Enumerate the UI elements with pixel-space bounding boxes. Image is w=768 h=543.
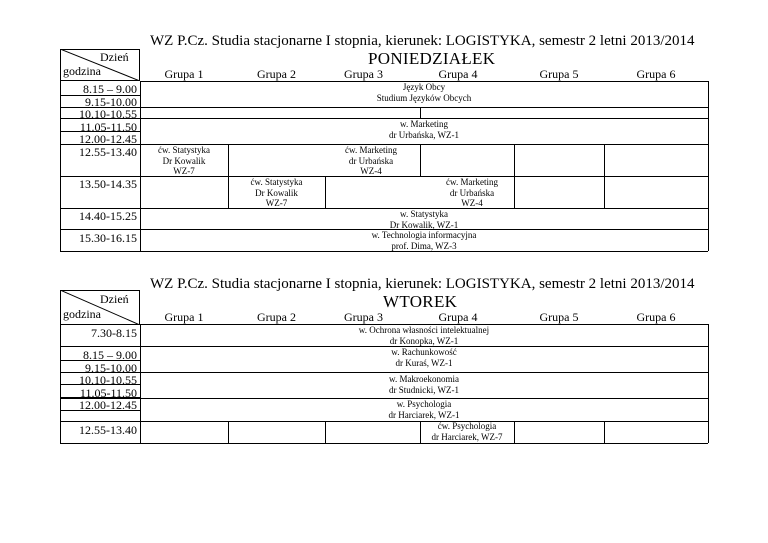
monday-title-line: WZ P.Cz. Studia stacjonarne I stopnia, kierunek: LOGISTYKA, semestr 2 letni 2013/2014 bbox=[150, 33, 695, 49]
time-label: 9.15-10.00 bbox=[85, 360, 137, 375]
tuesday-header-grupa-3: Grupa 3 bbox=[344, 310, 383, 324]
time-label: 11.05-11.50 bbox=[79, 385, 137, 400]
monday-header-grupa-4: Grupa 4 bbox=[438, 67, 478, 81]
tuesday-header-grupa-5: Grupa 5 bbox=[539, 310, 579, 324]
monday-corner-day-label: Dzień bbox=[100, 50, 129, 64]
monday-class-statistics-lecture: w. Statystyka Dr Kowalik, WZ-1 bbox=[389, 209, 459, 230]
tuesday-class-psychology-exercise: ćw. Psychologia dr Harciarek, WZ-7 bbox=[431, 421, 503, 442]
monday-class-statistics-exercise-g1: ćw. Statystyka Dr Kowalik WZ-7 bbox=[158, 145, 210, 176]
monday-header-grupa-3: Grupa 3 bbox=[344, 67, 383, 81]
tuesday-class-accounting-lecture: w. Rachunkowość dr Kuraś, WZ-1 bbox=[391, 347, 457, 368]
tuesday-title-line: WZ P.Cz. Studia stacjonarne I stopnia, kierunek: LOGISTYKA, semestr 2 letni 2013/2014 bbox=[150, 276, 695, 292]
tuesday-day-name: WTOREK bbox=[383, 292, 458, 311]
time-label: 15.30-16.15 bbox=[79, 231, 137, 245]
time-label: 8.15 – 9.00 bbox=[83, 82, 137, 96]
time-label: 12.55-13.40 bbox=[79, 144, 137, 159]
tuesday-class-macroeconomics-lecture: w. Makroekonomia dr Studnicki, WZ-1 bbox=[388, 374, 460, 395]
time-label: 11.05-11.50 bbox=[79, 119, 137, 134]
tuesday-header-grupa-4: Grupa 4 bbox=[438, 310, 478, 324]
time-label: 12.00-12.45 bbox=[79, 132, 137, 146]
monday-header-grupa-6: Grupa 6 bbox=[636, 67, 676, 81]
monday-class-marketing-lecture: w. Marketing dr Urbańska, WZ-1 bbox=[388, 119, 460, 140]
monday-class-foreign-language: Język Obcy Studium Języków Obcych bbox=[376, 82, 472, 103]
tuesday-corner-hour-label: godzina bbox=[63, 307, 101, 321]
monday-class-it-lecture: w. Technologia informacyjna prof. Dima, WZ-3 bbox=[371, 230, 477, 251]
tuesday-corner-day-label: Dzień bbox=[100, 292, 129, 306]
time-label: 12.00-12.45 bbox=[79, 398, 137, 412]
monday-header-grupa-1: Grupa 1 bbox=[164, 67, 204, 81]
time-label: 9.15-10.00 bbox=[85, 94, 137, 109]
time-label: 8.15 – 9.00 bbox=[83, 348, 137, 362]
tuesday-class-ip-lecture: w. Ochrona własności intelektualnej dr Konopka, WZ-1 bbox=[358, 325, 490, 346]
monday-class-marketing-exercise-g4: ćw. Marketing dr Urbańska WZ-4 bbox=[446, 177, 498, 208]
tuesday-header-grupa-2: Grupa 2 bbox=[257, 310, 296, 324]
monday-day-name: PONIEDZIAŁEK bbox=[368, 49, 496, 68]
monday-corner-hour-label: godzina bbox=[63, 64, 101, 78]
monday-header-grupa-2: Grupa 2 bbox=[257, 67, 296, 81]
time-label: 10.10-10.55 bbox=[79, 107, 137, 121]
time-label: 13.50-14.35 bbox=[79, 177, 137, 191]
time-label: 14.40-15.25 bbox=[79, 209, 137, 223]
tuesday-header-grupa-6: Grupa 6 bbox=[636, 310, 676, 324]
tuesday-header-grupa-1: Grupa 1 bbox=[164, 310, 204, 324]
monday-class-statistics-exercise-g2: ćw. Statystyka Dr Kowalik WZ-7 bbox=[250, 177, 303, 208]
monday-header-grupa-5: Grupa 5 bbox=[539, 67, 579, 81]
time-label: 10.10-10.55 bbox=[79, 373, 137, 387]
tuesday-class-psychology-lecture: w. Psychologia dr Harciarek, WZ-1 bbox=[388, 399, 460, 420]
time-label: 12.55-13.40 bbox=[79, 423, 137, 437]
monday-class-marketing-exercise-g3: ćw. Marketing dr Urbańska WZ-4 bbox=[345, 145, 397, 176]
time-label: 7.30-8.15 bbox=[91, 326, 137, 340]
tuesday-time-slots bbox=[60, 349, 137, 412]
